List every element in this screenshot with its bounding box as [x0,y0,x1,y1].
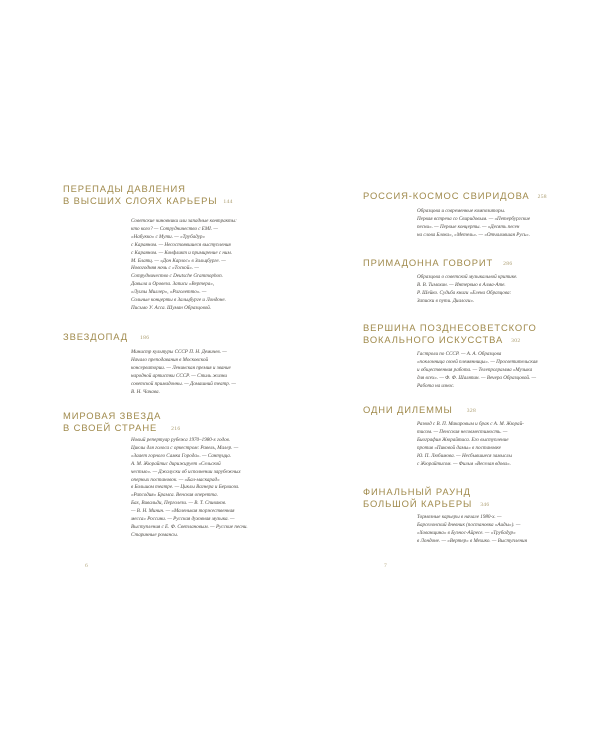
toc-entry-summit [363,322,593,397]
toc-entry-pressure [63,183,303,318]
section-summary: Гастроли по СССР. — А. А. Образцова «поклонница своей племянницы». — Просветительская и общественная работа. — Телепрограмма «Музыка для всех». — Ф. Ф. Шаляпин. — Вечера Образцовой. — Работа на износ. [417,351,538,389]
page-number: 302 [511,338,521,344]
section-summary: Образцова и современные композиторы. Первая встреча со Свиридовым. — «Петербургские песни». — Первые концерты. — «Десять песен на слова Блока», «Метель». — «Отчалившая Русь». [417,208,531,238]
toc-entry-primadonna [363,257,593,317]
page-number: 258 [537,194,547,200]
section-title: ФИНАЛЬНЫЙ РАУНД БОЛЬШОЙ КАРЬЕРЫ 346 [363,486,490,509]
section-summary: Образцова о советской музыкальной критике. В. В. Тимохин. — Интервью в Алма-Ате. Р. Шейко. Судьба книги «Елена Образцова: Записки в пути. Диалоги». [417,274,518,304]
page-number: 216 [171,426,181,432]
section-summary: Советские чиновники или западные контракты: кто кого? — Сотрудничество с EMI. — «Набукко» с Мути. — «Трубадур» с Караяном. — Несостоявшиеся выступления с Караяном. — Конфликт и примирение с ним. М. Блатц. — «Дон Карлос» в Зальцбурге. — Новогодняя ночь с «Тоской». — Сотрудничество с Deutsche Grammophon. Давыла и Оровеза. Записи «Вертера», «Луизы Миллер», «Риголетто». — Сольные концерты в Зальцбурге и Лондоне. Письмо У. Асса. Шуман Образцовой. [131,218,237,311]
section-summary: Развод с В. П. Макаровым и брак с А. М. Жюрай- тисом. — Пенсская несовместимость. — Биография Жюрайтиса. Его выступление против «Пиковой дамы» в постановке Ю. П. Любимова. — Несбывшиеся замыслы с Жюрайтисом. — Фильм «Веселая вдова». [417,421,524,467]
page-folio-right: 7 [384,563,387,569]
toc-entry-final-round [363,486,593,556]
section-title: ОДНИ ДИЛЕММЫ 328 [363,404,477,415]
section-title: ВЕРШИНА ПОЗДНЕСОВЕТСКОГО ВОКАЛЬНОГО ИСКУССТВА 302 [363,322,537,345]
page-number: 186 [140,335,150,341]
section-summary: Тормозные карьеры в начале 1980-х. — Барселонский дневник (постановка «Аиды»). — «Хованщина» в Буэнос-Айресе. — «Трубадур» в Лондоне. — «Вертер» в Мехико. — Выступления [417,514,527,544]
section-title: ПЕРЕПАДЫ ДАВЛЕНИЯ В ВЫСШИХ СЛОЯХ КАРЬЕРЫ 144 [63,183,233,206]
page-number: 144 [223,199,233,205]
toc-entry-sviridov [363,190,593,250]
page-folio-left: 6 [85,563,88,569]
section-title: ЗВЕЗДОПАД 186 [63,331,150,342]
section-summary: Министр культуры СССР П. Н. Демичев. — Начало преподавания в Московской консерватории. — Ленинская премия и звание народной артистки СССР. — Стиль жизни советской примадонны. — Домашний театр. — В. Н. Чачава. [131,349,236,395]
page-number: 286 [503,261,513,267]
section-title: ПРИМАДОННА ГОВОРИТ 286 [363,257,513,268]
toc-entry-world-star [63,410,303,540]
section-summary: Новый репертуар рубежа 1970–1980-х годов. Циклы для голоса с оркестром: Равель, Малер. — «Заает горного Самка Города». — Сантуцца. А. М. Жюрайтис дирижирует «Сельской честью». — Джалуски об исполнении зарубежных оперных постановок. — «Бал-маскарад» в Большом театре. — Циклы Вагнера и Берлиоза. «Рапсодия» Брамса. Венская оперетта. Бах, Вивальди, Перголези. — В. Т. Спиваков. — В. Н. Минин. — «Маленькая торжественная месса» Россини. — Русская духовная музыка. — Выступления с Е. Ф. Светлановым. — Русские песни. Старинные романсы. [131,437,248,538]
page-number: 328 [466,408,477,414]
page-number: 346 [480,502,490,508]
toc-entry-starfall [63,331,303,395]
section-title: МИРОВАЯ ЗВЕЗДА В СВОЕЙ СТРАНЕ 216 [63,410,181,433]
toc-entry-dilemmas [363,404,593,479]
section-title: РОССИЯ-КОСМОС СВИРИДОВА 258 [363,190,547,201]
